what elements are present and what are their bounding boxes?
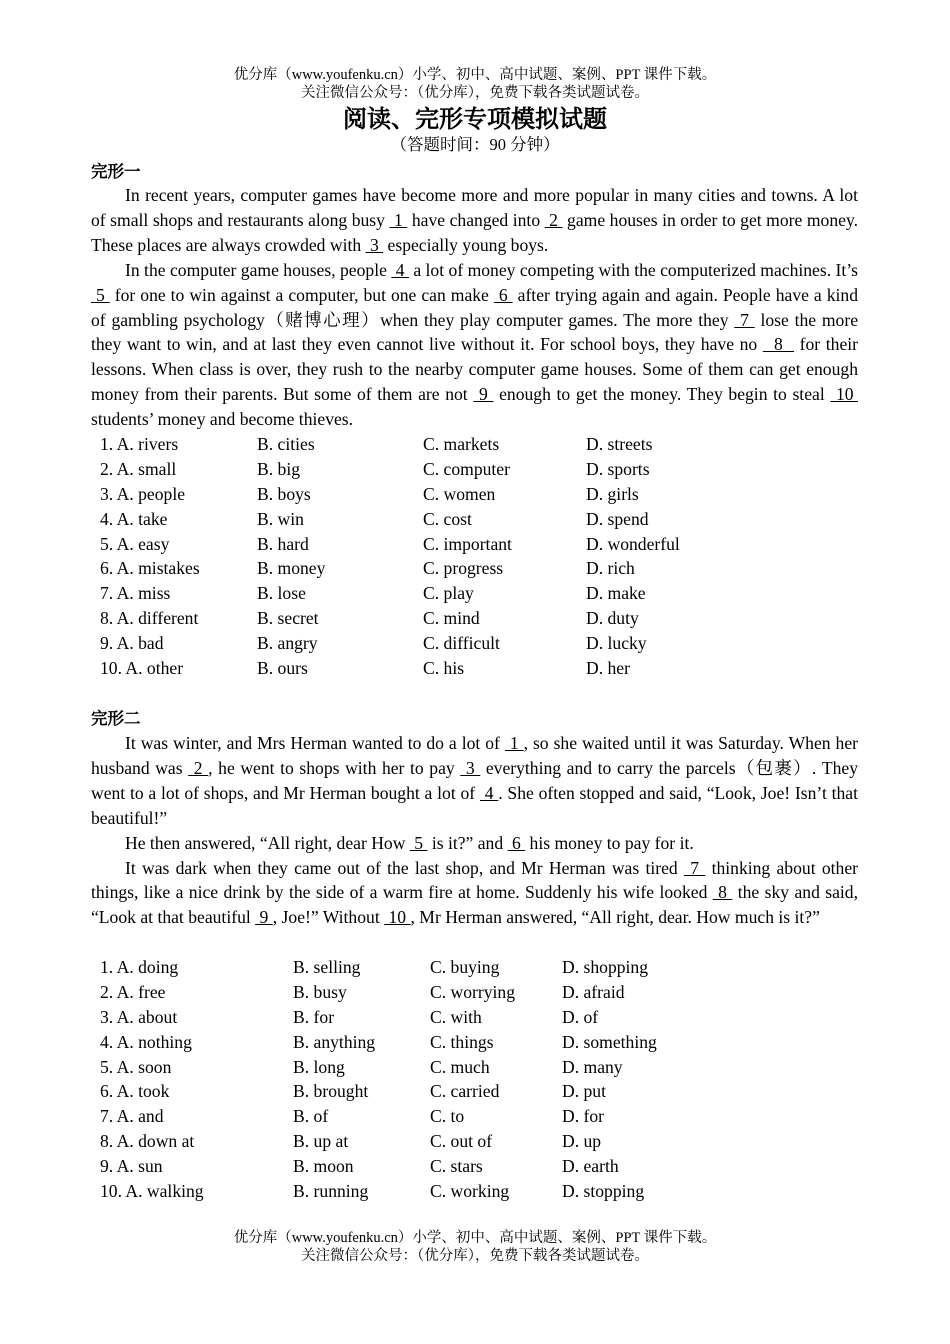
option-choice: C. important (423, 533, 512, 554)
option-choice: 4. A. take (100, 508, 168, 529)
page-subtitle: （答题时间：90 分钟） (390, 135, 560, 154)
option-choice: D. make (586, 583, 646, 604)
option-choice: B. brought (293, 1081, 369, 1102)
option-choice: C. difficult (423, 633, 500, 654)
passage-paragraph: He then answered, “All right, dear How 5 is it?” and 6 his money to pay for it. (125, 832, 694, 853)
option-choice: D. put (562, 1081, 606, 1102)
option-choice: B. boys (257, 483, 311, 504)
option-choice: C. with (430, 1006, 482, 1027)
option-choice: 5. A. easy (100, 533, 170, 554)
option-choice: C. cost (423, 508, 472, 529)
option-choice: B. hard (257, 533, 309, 554)
option-choice: D. afraid (562, 981, 625, 1002)
option-choice: C. much (430, 1056, 490, 1077)
answer-blank: 9 (473, 384, 494, 405)
section1-passage (91, 183, 858, 432)
option-choice: 8. A. down at (100, 1131, 195, 1152)
section1-heading: 完形一 (91, 162, 141, 181)
option-choice: 8. A. different (100, 608, 199, 629)
option-choice: B. up at (293, 1131, 349, 1152)
option-choice: 10. A. other (100, 658, 184, 679)
option-choice: 6. A. took (100, 1081, 170, 1102)
answer-blank: 3 (365, 234, 384, 255)
answer-blank: 1 (389, 209, 408, 230)
option-choice: 10. A. walking (100, 1181, 204, 1202)
option-choice: B. angry (257, 633, 318, 654)
option-choice: 9. A. bad (100, 633, 164, 654)
option-choice: B. running (293, 1181, 369, 1202)
option-choice: C. carried (430, 1081, 500, 1102)
option-choice: B. anything (293, 1031, 376, 1052)
answer-blank: 3 (460, 757, 481, 778)
page-title: 阅读、完形专项模拟试题 (343, 105, 607, 133)
option-choice: 9. A. sun (100, 1156, 163, 1177)
answer-blank: 10 (384, 907, 411, 928)
answer-blank: 6 (493, 284, 513, 305)
answer-blank: 10 (830, 384, 858, 405)
answer-blank: 4 (479, 782, 499, 803)
answer-blank: 6 (507, 832, 526, 853)
option-choice: B. of (293, 1106, 329, 1127)
option-choice: 6. A. mistakes (100, 558, 200, 579)
answer-blank: 2 (544, 209, 563, 230)
answer-blank: 2 (188, 757, 209, 778)
option-choice: D. spend (586, 508, 649, 529)
option-choice: C. mind (423, 608, 480, 629)
answer-blank: 8 (762, 334, 795, 355)
passage-paragraph: In recent years, computer games have become more and more popular in many cities and towns. A lot of small shops and restaurants along busy 1 have changed into 2 game houses in order to get more money. These places are always crowded with 3 especially young boys. (91, 185, 858, 255)
option-choice: C. to (430, 1106, 465, 1127)
option-choice: C. progress (423, 558, 504, 579)
option-choice: C. markets (423, 434, 500, 454)
header-line-1: 优分库（www.youfenku.cn）小学、初中、高中试题、案例、PPT 课件下载。 (233, 67, 717, 83)
option-choice: 5. A. soon (100, 1056, 172, 1077)
option-choice: C. things (430, 1031, 494, 1052)
option-choice: B. ours (257, 658, 308, 679)
option-choice: D. sports (586, 458, 650, 479)
option-choice: C. women (423, 483, 496, 504)
option-choice: B. lose (257, 583, 306, 604)
option-choice: D. for (562, 1106, 605, 1127)
option-choice: D. girls (586, 483, 639, 504)
answer-blank: 7 (683, 857, 706, 878)
option-choice: D. up (562, 1131, 602, 1152)
option-choice: B. big (257, 458, 301, 479)
option-choice: 7. A. and (100, 1106, 164, 1127)
option-choice: B. for (293, 1006, 335, 1027)
answer-blank: 8 (712, 882, 733, 903)
option-choice: D. stopping (562, 1181, 645, 1202)
option-choice: C. stars (430, 1156, 483, 1177)
option-choice: C. worrying (430, 981, 516, 1002)
answer-blank: 1 (504, 733, 524, 753)
option-choice: C. out of (430, 1131, 493, 1152)
option-choice: C. computer (423, 458, 510, 479)
option-choice: 7. A. miss (100, 583, 171, 604)
option-choice: C. buying (430, 957, 500, 977)
section2-heading: 完形二 (91, 709, 141, 728)
answer-blank: 9 (255, 907, 273, 928)
option-choice: B. moon (293, 1156, 354, 1177)
answer-blank: 4 (391, 259, 409, 280)
passage-paragraph: It was dark when they came out of the last shop, and Mr Herman was tired 7 thinking about other things, like a nice drink by the side of a warm fire at home. Suddenly his wife looked 8 the sky and said, “Look at that beautiful 9 , Joe!” Without 10 , Mr Herman answered, “All right, dear. How much is it?” (91, 857, 858, 928)
option-choice: C. working (430, 1181, 510, 1202)
option-choice: D. rich (586, 558, 635, 579)
option-choice: C. his (423, 658, 465, 679)
option-choice: 2. A. small (100, 458, 177, 479)
passage-paragraph: It was winter, and Mrs Herman wanted to do a lot of 1 , so she waited until it was Saturday. When her husband was 2 , he went to shops with her to pay 3 everything and to carry the parcels（包裹）. They went to a lot of shops, and Mr Herman bought a lot of 4 . She often stopped and said, “Look, Joe! Isn’t that beautiful!” (91, 733, 859, 828)
option-choice: D. duty (586, 608, 639, 629)
footer-line-1: 优分库（www.youfenku.cn）小学、初中、高中试题、案例、PPT 课件下载。 (233, 1230, 717, 1246)
option-choice: D. her (586, 658, 630, 679)
header-line-2: 关注微信公众号：（优分库），免费下载各类试题试卷。 (301, 85, 649, 101)
answer-blank: 7 (734, 309, 755, 330)
footer-line-2: 关注微信公众号：（优分库），免费下载各类试题试卷。 (301, 1248, 649, 1264)
option-choice: D. something (562, 1031, 657, 1052)
option-choice: D. lucky (586, 633, 647, 654)
option-choice: B. busy (293, 981, 347, 1002)
option-choice: B. secret (257, 608, 319, 629)
option-choice: D. of (562, 1006, 599, 1027)
option-choice: 1. A. rivers (100, 434, 179, 454)
option-choice: 3. A. people (100, 483, 186, 504)
passage-paragraph: In the computer game houses, people 4 a lot of money competing with the computerized machines. It’s 5 for one to win against a computer, but one can make 6 after trying again and again. People have a kind of gambling psychology（赌博心理）when they play computer games. The more they 7 lose the more they want to win, and at last they even cannot live without it. For school boys, they have no 8 for their lessons. When class is over, they rush to the nearby computer game houses. Some of them can get enough money from their parents. But some of them are not 9 enough to get the money. They begin to steal 10 students’ money and become thieves. (91, 259, 859, 430)
section2-passage (91, 731, 858, 930)
answer-blank: 5 (91, 284, 110, 305)
option-choice: B. money (257, 558, 326, 579)
option-choice: B. long (293, 1056, 345, 1077)
option-choice: 2. A. free (100, 981, 166, 1002)
page-footer (0, 1229, 950, 1265)
option-choice: D. wonderful (586, 533, 680, 554)
option-choice: B. cities (257, 434, 315, 454)
option-choice: 1. A. doing (100, 957, 179, 977)
answer-blank: 5 (409, 832, 428, 853)
option-choice: 3. A. about (100, 1006, 178, 1027)
option-choice: D. shopping (562, 957, 649, 977)
option-choice: B. selling (293, 957, 361, 977)
option-choice: D. streets (586, 434, 653, 454)
option-choice: C. play (423, 583, 474, 604)
option-choice: D. many (562, 1056, 623, 1077)
page-header (0, 66, 950, 102)
option-choice: D. earth (562, 1156, 619, 1177)
option-choice: 4. A. nothing (100, 1031, 192, 1052)
option-choice: B. win (257, 508, 304, 529)
